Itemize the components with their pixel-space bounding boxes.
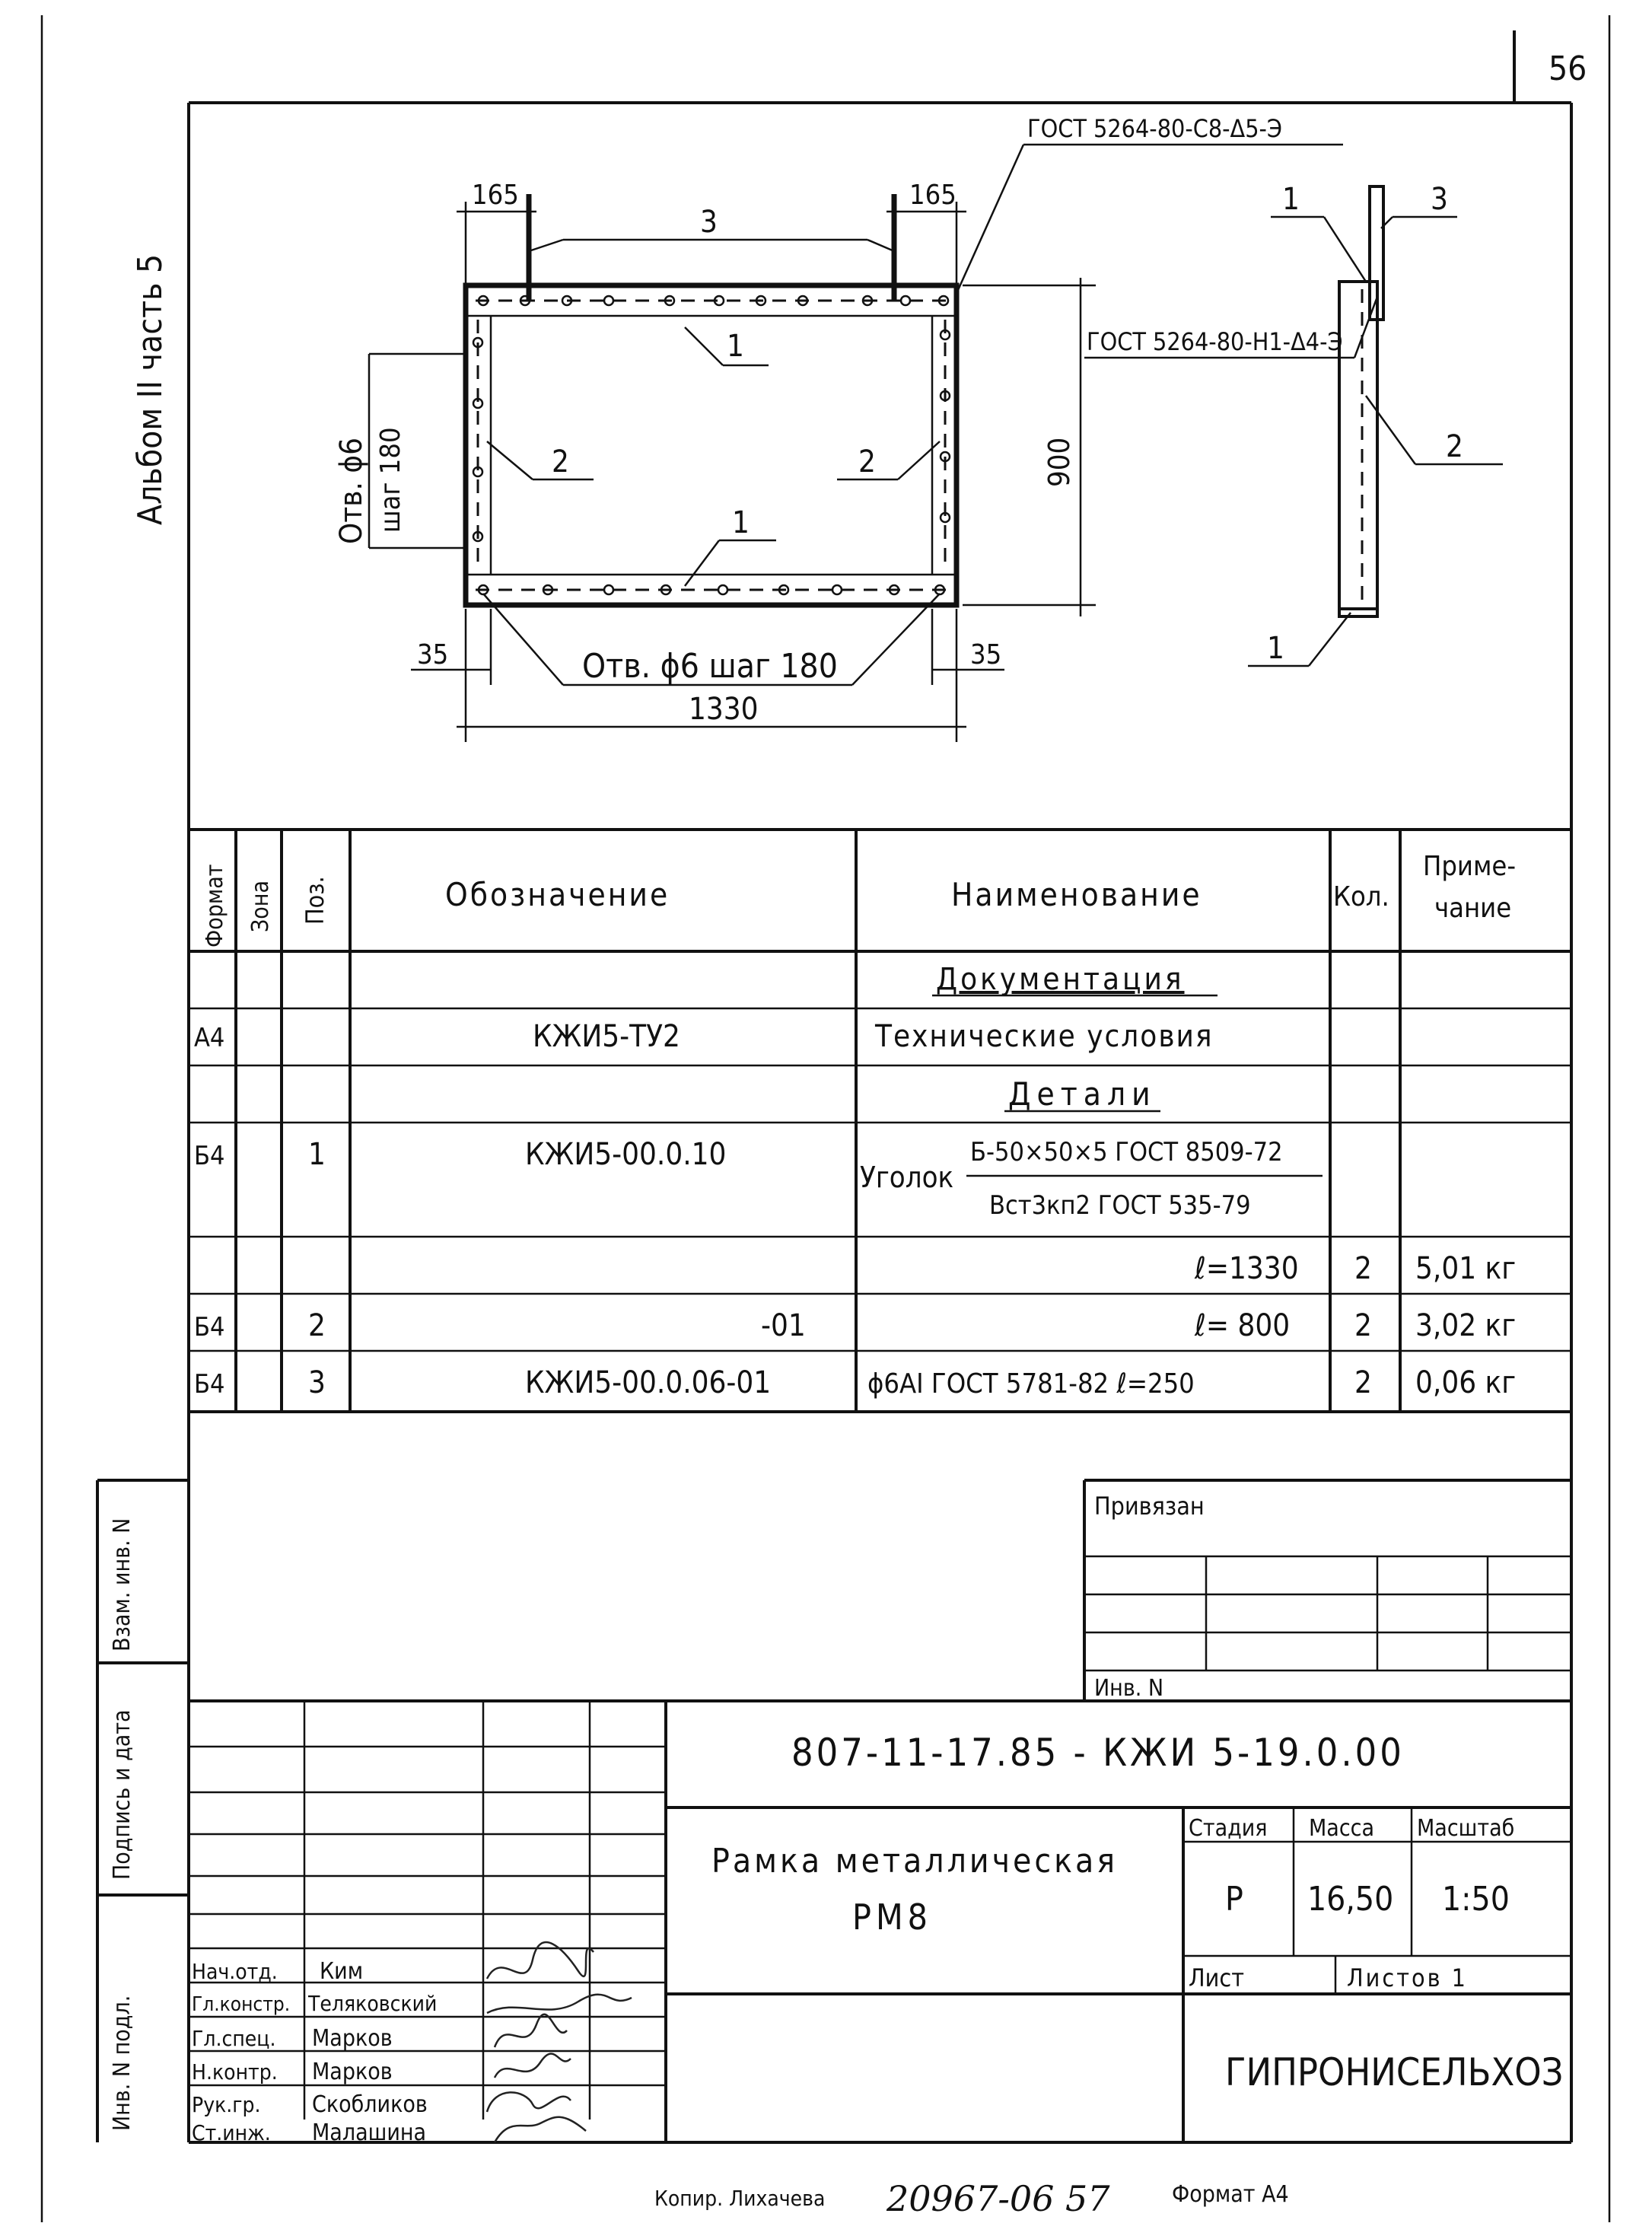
sheet-number: 56 xyxy=(1549,49,1587,88)
title-block-listov: Листов 1 xyxy=(1347,1964,1468,1992)
privyazan-title: Привязан xyxy=(1094,1492,1205,1521)
spec-headers-format: Формат xyxy=(202,864,228,948)
spec-headers-kol: Кол. xyxy=(1333,881,1389,912)
title-block-stadiya: Р xyxy=(1225,1880,1243,1919)
organization: ГИПРОНИСЕЛЬХОЗ xyxy=(1225,2050,1564,2094)
drawing-dim-1330: 1330 xyxy=(689,692,759,727)
spec-row1b-kol: 2 xyxy=(1354,1251,1372,1286)
frame-front-view xyxy=(466,194,957,605)
drawing-pos-3-top: 3 xyxy=(700,205,718,240)
spec-row2-prim: 3,02 кг xyxy=(1415,1308,1517,1343)
title-block-list: Лист xyxy=(1189,1964,1244,1992)
title-block-people-2-name: Марков xyxy=(312,2025,393,2052)
spec-row2-kol: 2 xyxy=(1354,1308,1372,1343)
spec-headers-oboznachenie: Обозначение xyxy=(445,876,670,913)
specification-table xyxy=(189,830,1571,1412)
spec-row-doc-naim: Технические условия xyxy=(875,1019,1214,1054)
drawing-side-1-bottom: 1 xyxy=(1267,631,1284,666)
title-block-massa-h: Масса xyxy=(1309,1815,1375,1842)
drawing-pos-1-bottom: 1 xyxy=(732,505,750,540)
spec-row-doc-format: А4 xyxy=(194,1023,225,1053)
spec-row3-poz: 3 xyxy=(308,1365,326,1400)
spec-row2-format: Б4 xyxy=(194,1312,225,1342)
people-list xyxy=(192,1958,437,2146)
title-block-people-1-role: Гл.констр. xyxy=(192,1993,291,2016)
spec-row3-prim: 0,06 кг xyxy=(1415,1365,1517,1400)
title-block-people-4-role: Рук.гр. xyxy=(192,2092,261,2117)
album-label: Альбом II часть 5 xyxy=(131,253,170,525)
drawing-gost-top: ГОСТ 5264-80-С8-Δ5-Э xyxy=(1027,114,1283,143)
spec-row1-poz: 1 xyxy=(308,1137,326,1172)
spec-row2-naim: ℓ= 800 xyxy=(1195,1308,1291,1343)
drawing-dim-165-left: 165 xyxy=(472,180,519,211)
title-block-people-2-role: Гл.спец. xyxy=(192,2026,276,2051)
inv-podl-label: Инв. N подл. xyxy=(109,1995,135,2131)
document-name-1: Рамка металлическая xyxy=(711,1842,1119,1881)
spec-row3-oboz: КЖИ5-00.0.06-01 xyxy=(525,1365,772,1400)
drawing-pos-2-right: 2 xyxy=(858,444,876,479)
spec-headers-naimenovanie: Наименование xyxy=(951,876,1202,913)
spec-row1-naim-prefix: Уголок xyxy=(860,1161,954,1194)
spec-headers-poz: Поз. xyxy=(301,876,329,925)
title-block-people-1-name: Теляковский xyxy=(308,1991,438,2016)
drawing-holes-bottom: Отв. ϕ6 шаг 180 xyxy=(582,647,838,686)
title-block-people-3-role: Н.контр. xyxy=(192,2059,278,2085)
spec-headers-zona: Зона xyxy=(247,881,274,932)
privyazan-block xyxy=(1084,1480,1571,1702)
holes-callouts xyxy=(334,354,940,686)
spec-row3-format: Б4 xyxy=(194,1369,225,1400)
title-block-people-5-role: Ст.инж. xyxy=(192,2120,271,2145)
format-label: Формат А4 xyxy=(1172,2181,1289,2208)
spec-row2-poz: 2 xyxy=(308,1308,326,1343)
title-block-masshtab: 1:50 xyxy=(1442,1880,1510,1919)
podpis-data-label: Подпись и дата xyxy=(109,1709,135,1880)
drawing-side-3: 3 xyxy=(1431,182,1448,217)
title-block-people-5-name: Малашина xyxy=(312,2120,427,2146)
copied-by: Копир. Лихачева xyxy=(654,2186,826,2211)
drawing-dim-35-right: 35 xyxy=(970,639,1002,670)
title-block-people-4-name: Скобликов xyxy=(312,2091,428,2118)
drawing-holes-left-step: шаг 180 xyxy=(375,427,406,533)
frame-side-view xyxy=(1248,182,1503,666)
spec-row1-naim-den: Вст3кп2 ГОСТ 535-79 xyxy=(989,1190,1251,1221)
title-block xyxy=(189,1701,1571,2146)
drawing-pos-2-left: 2 xyxy=(552,444,569,479)
title-block-massa: 16,50 xyxy=(1307,1880,1394,1919)
spec-row1-naim-num: Б-50×50×5 ГОСТ 8509-72 xyxy=(970,1137,1283,1167)
drawing-side-2: 2 xyxy=(1446,429,1463,464)
title-block-masshtab-h: Масштаб xyxy=(1417,1815,1515,1842)
spec-row-doc-oboz: КЖИ5-ТУ2 xyxy=(533,1019,680,1054)
spec-row3-naim: ϕ6АI ГОСТ 5781-82 ℓ=250 xyxy=(867,1368,1195,1400)
position-callouts xyxy=(487,205,940,586)
spec-row1b-prim: 5,01 кг xyxy=(1415,1251,1517,1286)
drawing-dim-165-right: 165 xyxy=(909,180,957,211)
document-code: 807-11-17.85 - КЖИ 5-19.0.00 xyxy=(791,1731,1405,1775)
spec-row1-oboz: КЖИ5-00.0.10 xyxy=(525,1137,727,1172)
spec-headers-prim-1: Приме- xyxy=(1423,851,1517,882)
signatures xyxy=(487,1942,632,2142)
vzam-inv-label: Взам. инв. N xyxy=(109,1518,135,1651)
drawing-dim-35-left: 35 xyxy=(417,639,449,670)
spec-row1-format: Б4 xyxy=(194,1141,225,1171)
spec-row2-oboz: -01 xyxy=(761,1308,806,1343)
drawing-dim-900: 900 xyxy=(1042,437,1076,487)
document-name-2: РМ8 xyxy=(852,1897,932,1938)
title-block-stadiya-h: Стадия xyxy=(1189,1815,1268,1842)
drawing-pos-1-top: 1 xyxy=(727,329,744,364)
title-block-people-0-name: Ким xyxy=(320,1958,364,1985)
drawing-gost-side: ГОСТ 5264-80-Н1-Δ4-Э xyxy=(1087,327,1343,356)
archive-number: 20967-06 57 xyxy=(886,2178,1110,2219)
section-details: Детали xyxy=(1008,1075,1157,1113)
spec-row3-kol: 2 xyxy=(1354,1365,1372,1400)
weld-callouts xyxy=(955,114,1377,358)
privyazan-inv: Инв. N xyxy=(1094,1675,1164,1702)
section-documentation: Документация xyxy=(936,962,1185,997)
spec-row1b-naim: ℓ=1330 xyxy=(1195,1251,1299,1286)
title-block-people-3-name: Марков xyxy=(312,2059,393,2085)
drawing-side-1-top: 1 xyxy=(1282,182,1300,217)
title-block-people-0-role: Нач.отд. xyxy=(192,1959,278,1984)
spec-headers-prim-2: чание xyxy=(1434,893,1512,924)
drawing-holes-left: Отв. ϕ6 xyxy=(334,438,369,544)
